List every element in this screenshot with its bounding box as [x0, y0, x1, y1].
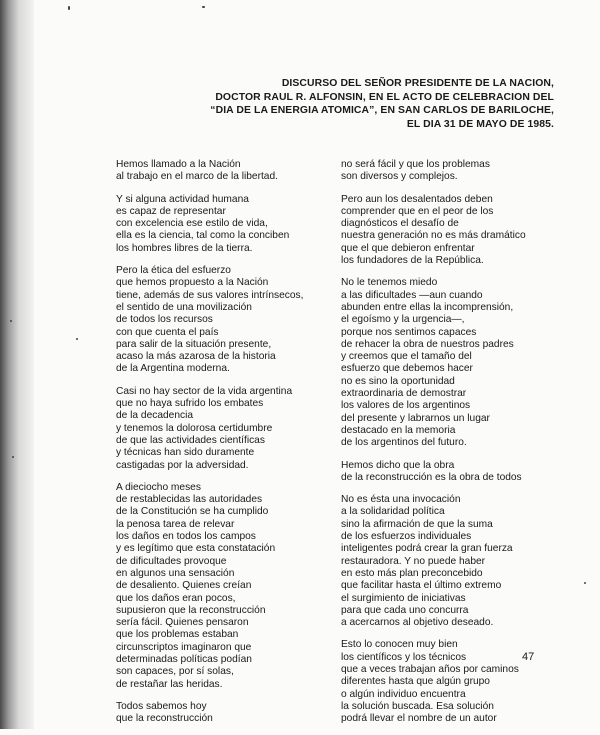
paragraph — [341, 159, 566, 184]
text-line: la penosa tarea de relevar — [116, 518, 235, 530]
text-line: son diversos y complejos. — [341, 171, 458, 183]
text-line: esfuerzo que debemos hacer — [341, 363, 473, 375]
text-line: son capaces, por sí solas, — [116, 666, 234, 678]
text-line: que facilitar hasta el último extremo — [341, 580, 502, 592]
text-line: sería fácil. Quienes pensaron — [116, 617, 249, 629]
text-line: de los esfuerzos individuales — [341, 531, 472, 543]
text-line: acaso la más azarosa de la historia — [116, 351, 276, 363]
text-line: restauradora. Y no puede haber — [341, 555, 486, 567]
text-line: que hemos propuesto a la Nación — [116, 277, 269, 289]
text-line: los daños en todos los campos — [116, 531, 256, 543]
right-text-column — [341, 159, 566, 735]
text-line: para que cada uno concurra — [341, 604, 469, 616]
paragraph — [116, 265, 331, 376]
text-line: el egoísmo y la urgencia—, — [341, 314, 465, 326]
text-line: castigadas por la adversidad. — [116, 459, 249, 471]
text-line: diferentes hasta que algún grupo — [341, 676, 490, 688]
text-line: No es ésta una invocación — [341, 494, 461, 506]
text-line: en algunos una sensación — [116, 567, 235, 579]
paragraph — [116, 159, 331, 184]
text-line: inteligentes podrá crear la gran fuerza — [341, 543, 513, 555]
text-line: para salir de la situación presente, — [116, 338, 272, 350]
text-line: Pero la ética del esfuerzo — [116, 265, 231, 277]
heading-line: DOCTOR RAUL R. ALFONSIN, EN EL ACTO DE CELEBRACION DEL — [215, 91, 554, 103]
text-line: Y si alguna actividad humana — [116, 193, 249, 205]
text-line: de rehacer la obra de nuestros padres — [341, 338, 514, 350]
text-line: circunscriptos imaginaron que — [116, 641, 252, 653]
text-line: ella es la ciencia, tal como la conciben — [116, 230, 290, 242]
text-line: supusieron que la reconstrucción — [116, 604, 266, 616]
left-text-column — [116, 159, 331, 735]
text-line: la solución buscada. Esa solución — [341, 700, 494, 712]
text-line: de la reconstrucción es la obra de todos — [341, 471, 522, 483]
text-line: comprender que en el peor de los — [341, 205, 494, 217]
text-line: de restañar las heridas. — [116, 678, 223, 690]
text-line: los científicos y los técnicos — [341, 651, 467, 663]
paragraph — [341, 494, 566, 629]
text-line: y tenemos la dolorosa certidumbre — [116, 422, 273, 434]
text-line: determinadas políticas podían — [116, 653, 252, 665]
text-line: con que cuenta el país — [116, 326, 219, 338]
scan-speck — [202, 6, 205, 8]
text-line: sino la afirmación de que la suma — [341, 518, 493, 530]
text-line: A dieciocho meses — [116, 481, 201, 493]
text-line: a las dificultades —aun cuando — [341, 289, 483, 301]
text-line: el sentido de una movilización — [116, 301, 252, 313]
text-line: que los problemas estaban — [116, 629, 239, 641]
text-line: con excelencia ese estilo de vida, — [116, 218, 268, 230]
text-line: Casi no hay sector de la vida argentina — [116, 385, 293, 397]
text-line: Todos sabemos hoy — [116, 700, 207, 712]
text-line: podrá llevar el nombre de un autor — [341, 713, 497, 725]
text-line: que el que debieron enfrentar — [341, 242, 475, 254]
text-line: de los argentinos del futuro. — [341, 437, 467, 449]
text-line: Esto lo conocen muy bien — [341, 639, 458, 651]
text-line: tiene, además de sus valores intrínsecos, — [116, 289, 304, 301]
text-line: nuestra generación no es más dramático — [341, 230, 526, 242]
text-line: porque nos sentimos capaces — [341, 326, 477, 338]
paragraph — [341, 277, 566, 449]
text-line: y técnicas han sido duramente — [116, 447, 255, 459]
text-line: a acercarnos al objetivo deseado. — [341, 617, 494, 629]
text-line: que los daños eran pocos, — [116, 592, 236, 604]
text-line: de la Argentina moderna. — [116, 363, 230, 375]
text-line: destacado en la memoria — [341, 424, 456, 436]
page-number: 47 — [522, 651, 535, 663]
text-line: Pero aun los desalentados deben — [341, 193, 493, 205]
text-line: diagnósticos el desafío de — [341, 218, 459, 230]
text-line: en esto más plan preconcebido — [341, 567, 483, 579]
text-line: los fundadores de la República. — [341, 255, 484, 267]
heading-line: EL DIA 31 DE MAYO DE 1985. — [406, 118, 554, 130]
text-line: los valores de los argentinos — [341, 400, 471, 412]
text-line: y creemos que el tamaño del — [341, 351, 472, 363]
text-line: y es legítimo que esta constatación — [116, 543, 276, 555]
text-line: no es sino la oportunidad — [341, 375, 455, 387]
paragraph — [116, 701, 331, 726]
text-line: extraordinaria de demostrar — [341, 388, 467, 400]
paragraph — [116, 386, 331, 472]
text-line: o algún individuo encuentra — [341, 688, 466, 700]
text-line: No le tenemos miedo — [341, 277, 438, 289]
text-line: el surgimiento de iniciativas — [341, 592, 466, 604]
text-line: de la decadencia — [116, 410, 194, 422]
text-line: de restablecidas las autoridades — [116, 494, 263, 506]
paragraph — [341, 460, 566, 485]
text-line: que a veces trabajan años por caminos — [341, 663, 519, 675]
scan-speck — [10, 320, 12, 322]
text-line: de dificultades provoque — [116, 555, 227, 567]
text-line: al trabajo en el marco de la libertad. — [116, 171, 278, 183]
text-line: que no haya sufrido los embates — [116, 398, 264, 410]
text-line: de todos los recursos — [116, 314, 213, 326]
scan-speck — [68, 6, 70, 10]
text-line: de que las actividades científicas — [116, 434, 265, 446]
paragraph — [116, 194, 331, 255]
scan-speck — [12, 456, 14, 458]
text-line: que la reconstrucción — [116, 713, 213, 725]
heading-line: “DIA DE LA ENERGIA ATOMICA”, EN SAN CARLOS DE BARILOCHE, — [210, 105, 554, 117]
page-binding-shadow — [0, 0, 34, 729]
text-line: del presente y labrarnos un lugar — [341, 412, 490, 424]
paragraph — [341, 194, 566, 268]
text-line: es capaz de representar — [116, 205, 226, 217]
text-line: abunden entre ellas la incomprensión, — [341, 301, 514, 313]
text-line: de desaliento. Quienes creían — [116, 580, 252, 592]
scan-speck — [76, 338, 78, 340]
speech-heading — [134, 77, 554, 131]
text-line: Hemos llamado a la Nación — [116, 159, 241, 170]
paragraph — [116, 482, 331, 691]
scan-speck — [584, 582, 586, 584]
text-line: no será fácil y que los problemas — [341, 159, 490, 170]
text-line: de la Constitución se ha cumplido — [116, 506, 269, 518]
text-line: los hombres libres de la tierra. — [116, 242, 253, 254]
heading-line: DISCURSO DEL SEÑOR PRESIDENTE DE LA NACION, — [281, 78, 554, 89]
text-line: a la solidaridad política — [341, 506, 445, 518]
text-line: Hemos dicho que la obra — [341, 459, 455, 471]
